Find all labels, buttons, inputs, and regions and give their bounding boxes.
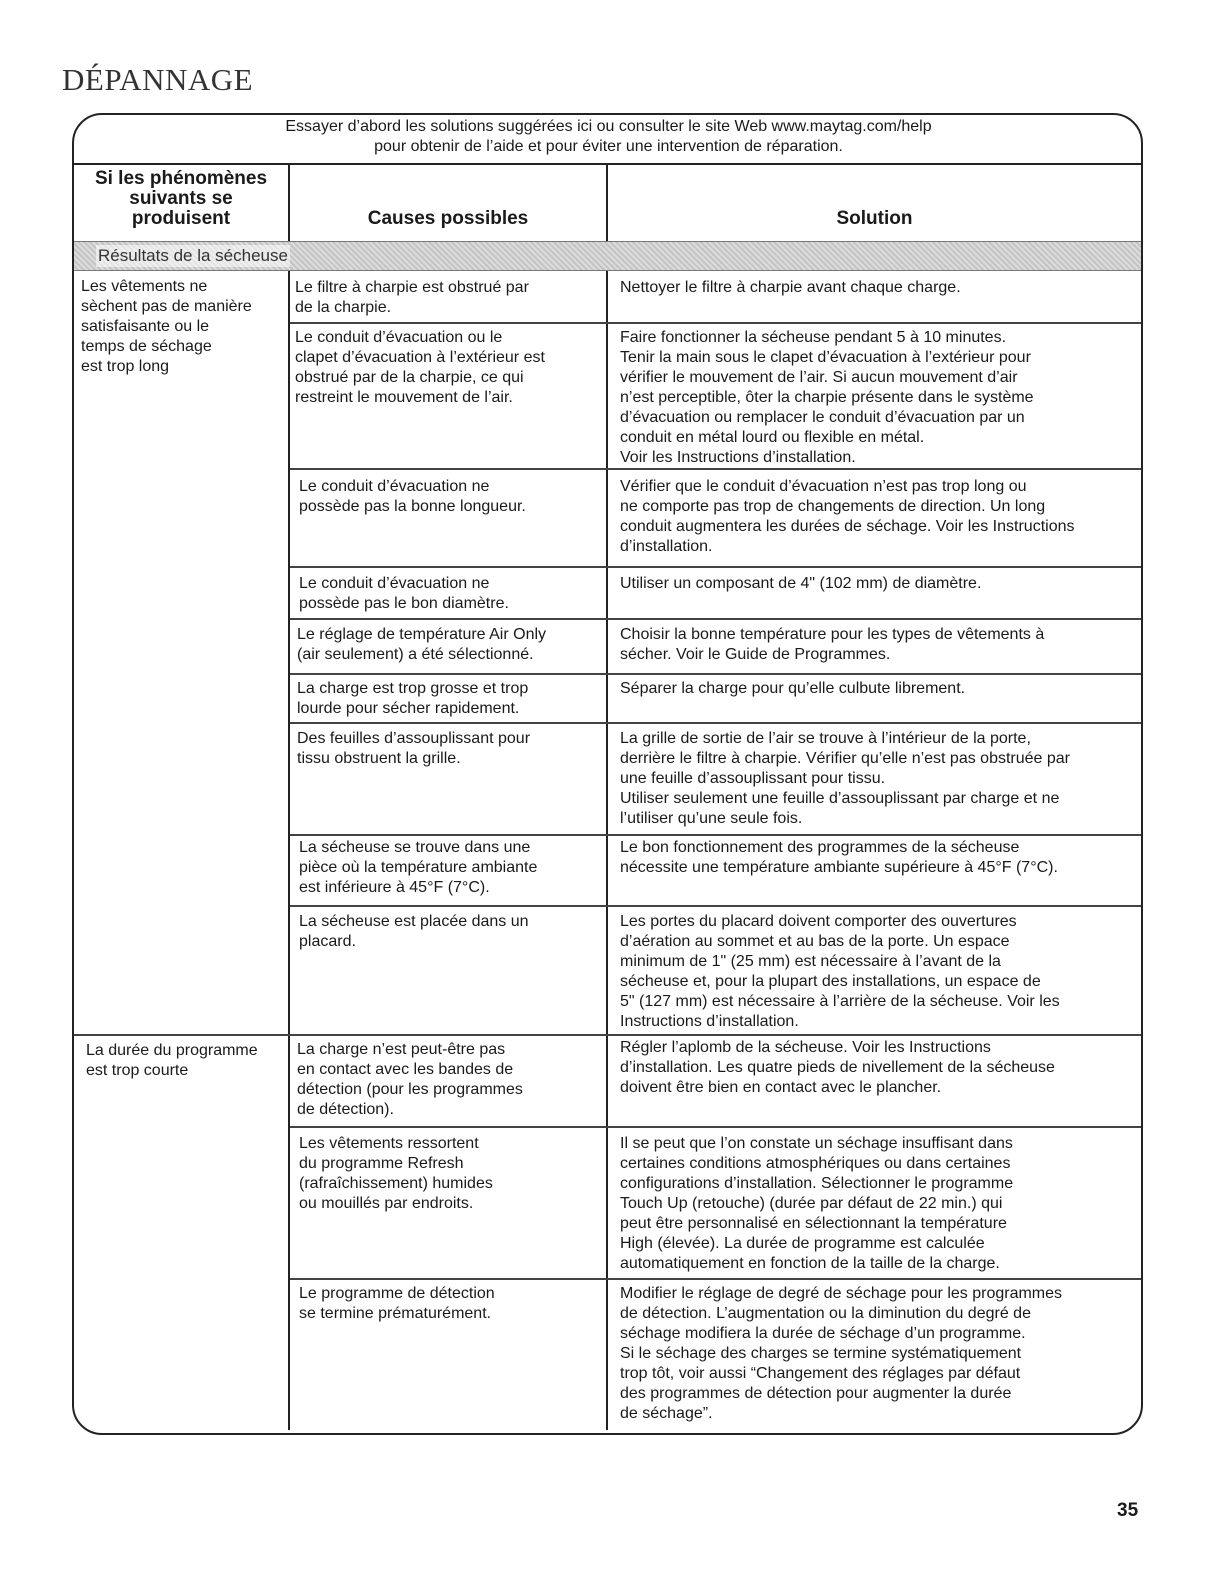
cause-cell: Le conduit d’évacuation ou le clapet d’évacuation à l’extérieur est obstrué par de la charpie, ce qui restreint le mouvement de l’air. (295, 329, 545, 406)
cause-cell: Le programme de détection se termine prématurément. (299, 1285, 495, 1322)
cause-cell: Les vêtements ressortent du programme Refresh (rafraîchissement) humides ou mouillés par endroits. (299, 1135, 493, 1212)
column-header-solution: Solution (836, 208, 913, 229)
intro-text: Essayer d’abord les solutions suggérées ici ou consulter le site Web www.maytag.com/help pour obtenir de l’aide et pour éviter une intervention de réparation. (285, 118, 932, 155)
column-header-symptoms: Si les phénomènes suivants se produisent (94, 168, 268, 229)
cause-cell: La sécheuse est placée dans un placard. (299, 913, 529, 950)
solution-cell: Utiliser un composant de 4" (102 mm) de diamètre. (620, 575, 982, 592)
cause-cell: La charge n’est peut-être pas en contact avec les bandes de détection (pour les programmes de détection). (297, 1041, 523, 1118)
solution-cell: Régler l’aplomb de la sécheuse. Voir les Instructions d’installation. Les quatre pieds de nivellement de la sécheuse doivent être bien en contact avec le plancher. (620, 1039, 1055, 1096)
symptom-cell: La durée du programme est trop courte (86, 1042, 258, 1079)
row-divider (290, 1278, 1141, 1280)
row-divider (290, 566, 1141, 568)
column-divider (606, 165, 608, 1430)
solution-cell: Séparer la charge pour qu’elle culbute librement. (620, 680, 966, 697)
solution-cell: Choisir la bonne température pour les types de vêtements à sécher. Voir le Guide de Programmes. (620, 626, 1045, 663)
page-number: 35 (1117, 1500, 1139, 1521)
section-label: Résultats de la sécheuse (98, 246, 288, 265)
row-divider (290, 834, 1141, 836)
row-divider (290, 468, 1141, 470)
column-divider (288, 165, 290, 1430)
solution-cell: Les portes du placard doivent comporter des ouvertures d’aération au sommet et au bas de la porte. Un espace minimum de 1" (25 mm) est nécessaire à l’avant de la sécheuse et, pour la plupart des installations, un espace de 5" (127 mm) est nécessaire à l’arrière de la sécheuse. Voir les Instructions d’installation. (620, 913, 1060, 1030)
symptom-cell: Les vêtements ne sèchent pas de manière satisfaisante ou le temps de séchage est trop long (81, 278, 252, 375)
row-divider (290, 618, 1141, 620)
page-title: DÉPANNAGE (62, 62, 254, 97)
cause-cell: La charge est trop grosse et trop lourde pour sécher rapidement. (297, 680, 529, 717)
solution-cell: Nettoyer le filtre à charpie avant chaque charge. (620, 279, 961, 296)
solution-cell: Faire fonctionner la sécheuse pendant 5 à 10 minutes. Tenir la main sous le clapet d’évacuation à l’extérieur pour vérifier le mouvement de l’air. Si aucun mouvement d’air n’est perceptible, ôter la charpie présente dans le système d’évacuation ou remplacer le conduit d’évacuation par un conduit en métal lourd ou flexible en métal. Voir les Instructions d’installation. (620, 329, 1034, 466)
solution-cell: Le bon fonctionnement des programmes de la sécheuse nécessite une température ambiante supérieure à 45°F (7°C). (620, 839, 1058, 876)
row-divider (290, 1126, 1141, 1128)
solution-cell: Vérifier que le conduit d’évacuation n’est pas trop long ou ne comporte pas trop de changements de direction. Un long conduit augmentera les durées de séchage. Voir les Instructions d’installation. (620, 478, 1075, 555)
row-divider (290, 322, 1141, 324)
solution-cell: Modifier le réglage de degré de séchage pour les programmes de détection. L’augmentation ou la diminution du degré de séchage modifiera la durée de séchage d’un programme. Si le séchage des charges se termine systématiquement trop tôt, voir aussi “Changement des réglages par défaut des programmes de détection pour augmenter la durée de séchage”. (620, 1285, 1063, 1422)
cause-cell: La sécheuse se trouve dans une pièce où la température ambiante est inférieure à 45°F (7°C). (299, 839, 538, 896)
row-divider (290, 722, 1141, 724)
row-divider (290, 673, 1141, 675)
cause-cell: Le conduit d’évacuation ne possède pas le bon diamètre. (299, 575, 509, 612)
solution-cell: Il se peut que l’on constate un séchage insuffisant dans certaines conditions atmosphériques ou dans certaines configurations d’installation. Sélectionner le programme Touch Up (retouche) (durée par défaut de 22 min.) qui peut être personnalisé en sélectionnant la température High (élevée). La durée de programme est calculée automatiquement en fonction de la taille de la charge. (620, 1135, 1014, 1272)
solution-cell: La grille de sortie de l’air se trouve à l’intérieur de la porte, derrière le filtre à charpie. Vérifier qu’elle n’est pas obstruée par une feuille d’assouplissant pour tissu. Utiliser seulement une feuille d’assouplissant par charge et ne l’utiliser qu’une seule fois. (620, 730, 1071, 827)
cause-cell: Des feuilles d’assouplissant pour tissu obstruent la grille. (297, 730, 531, 767)
row-divider (290, 905, 1141, 907)
row-divider (74, 1034, 1141, 1036)
column-header-causes: Causes possibles (367, 208, 529, 229)
cause-cell: Le conduit d’évacuation ne possède pas la bonne longueur. (299, 478, 526, 515)
cause-cell: Le réglage de température Air Only (air seulement) a été sélectionné. (297, 626, 547, 663)
cause-cell: Le filtre à charpie est obstrué par de la charpie. (295, 279, 529, 316)
